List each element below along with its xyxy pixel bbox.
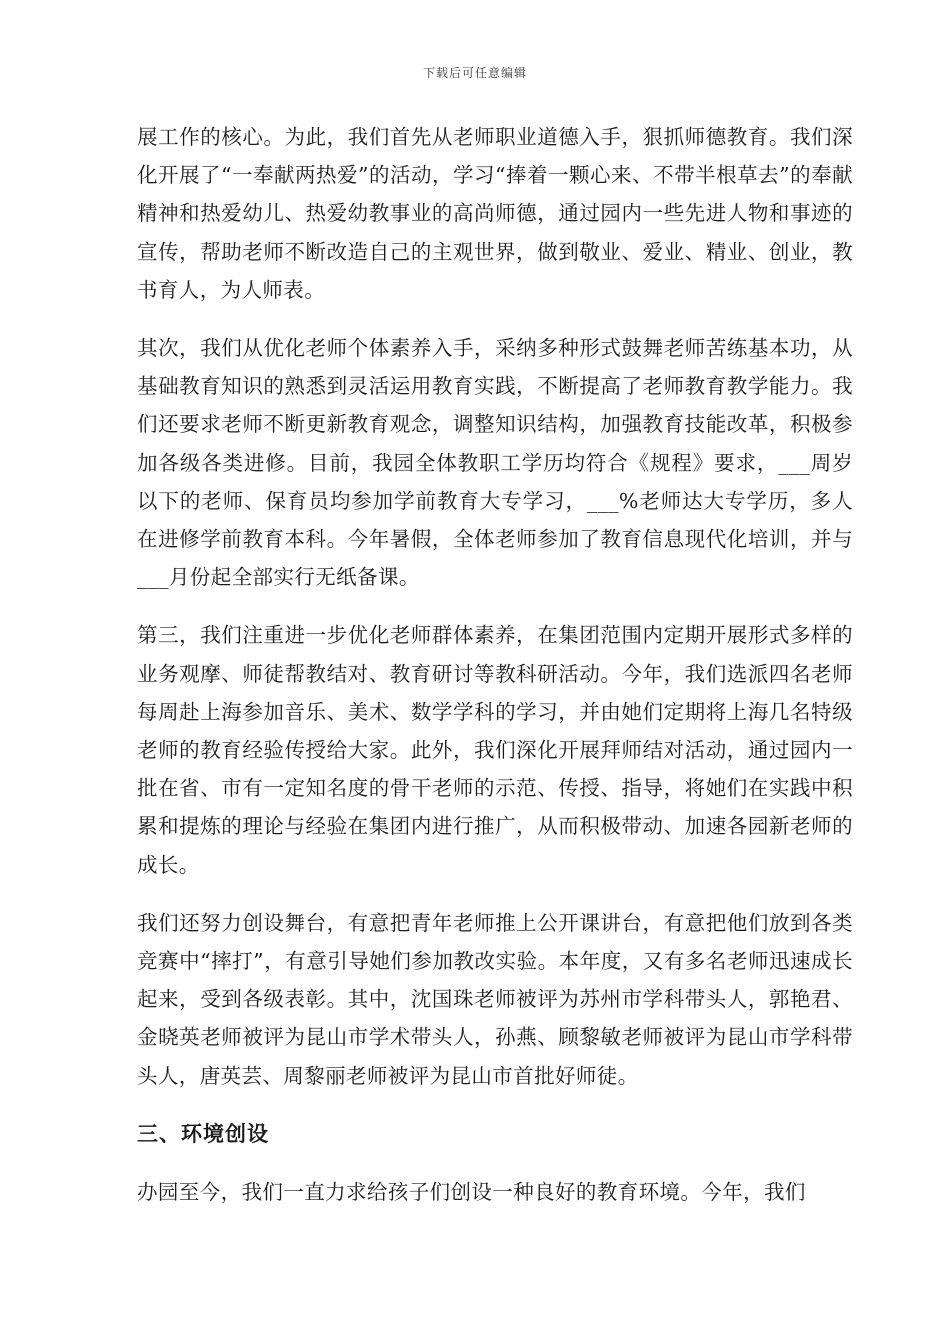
paragraph-teacher-ethics: 展工作的核心。为此，我们首先从老师职业道德入手，狠抓师德教育。我们深化开展了“一奉献两热爱”的活动，学习“捧着一颗心来、不带半根草去”的奉献精神和热爱幼儿、热爱幼教事业的高尚师德，通过园内一些先进人物和事迹的宣传，帮助老师不断改造自己的主观世界，做到敬业、爱业、精业、创业，教书育人，为人师表。 [137, 125, 853, 302]
document-body [137, 118, 853, 1231]
section-heading: 三、环境创设 [137, 1120, 269, 1146]
paragraph-group-quality: 第三，我们注重进一步优化老师群体素养，在集团范围内定期开展形式多样的业务观摩、师徒帮教结对、教育研讨等教科研活动。今年，我们选派四名老师每周赴上海参加音乐、美术、数学学科的学习，并由她们定期将上海几名特级老师的教育经验传授给大家。此外，我们深化开展拜师结对活动，通过园内一批在省、市有一定知名度的骨干老师的示范、传授、指导，将她们在实践中积累和提炼的理论与经验在集团内进行推广，从而积极带动、加速各园新老师的成长。 [137, 623, 853, 877]
paragraph-environment: 办园至今，我们一直力求给孩子们创设一种良好的教育环境。今年，我们 [137, 1179, 806, 1204]
header-note: 下载后可任意编辑 [422, 66, 527, 80]
paragraph-young-teachers: 我们还努力创设舞台，有意把青年老师推上公开课讲台，有意把他们放到各类竞赛中“摔打”，有意引导她们参加教改实验。本年度，又有多名老师迅速成长起来，受到各级表彰。其中，沈国珠老师被评为苏州市学科带头人，郭艳君、金晓英老师被评为昆山市学术带头人，孙燕、顾黎敏老师被评为昆山市学科带头人，唐英芸、周黎丽老师被评为昆山市首批好师徒。 [137, 910, 853, 1088]
paragraph-individual-quality: 其次，我们从优化老师个体素养入手，采纳多种形式鼓舞老师苦练基本功，从基础教育知识的熟悉到灵活运用教育实践，不断提高了老师教育教学能力。我们还要求老师不断更新教育观念，调整知识结构，加强教育技能改革，积极参加各级各类进修。目前，我园全体教职工学历均符合《规程》要求，___周岁以下的老师、保育员均参加学前教育大专学习，___%老师达大专学历，多人在进修学前教育本科。今年暑假，全体老师参加了教育信息现代化培训，并与___月份起全部实行无纸备课。 [137, 336, 853, 590]
